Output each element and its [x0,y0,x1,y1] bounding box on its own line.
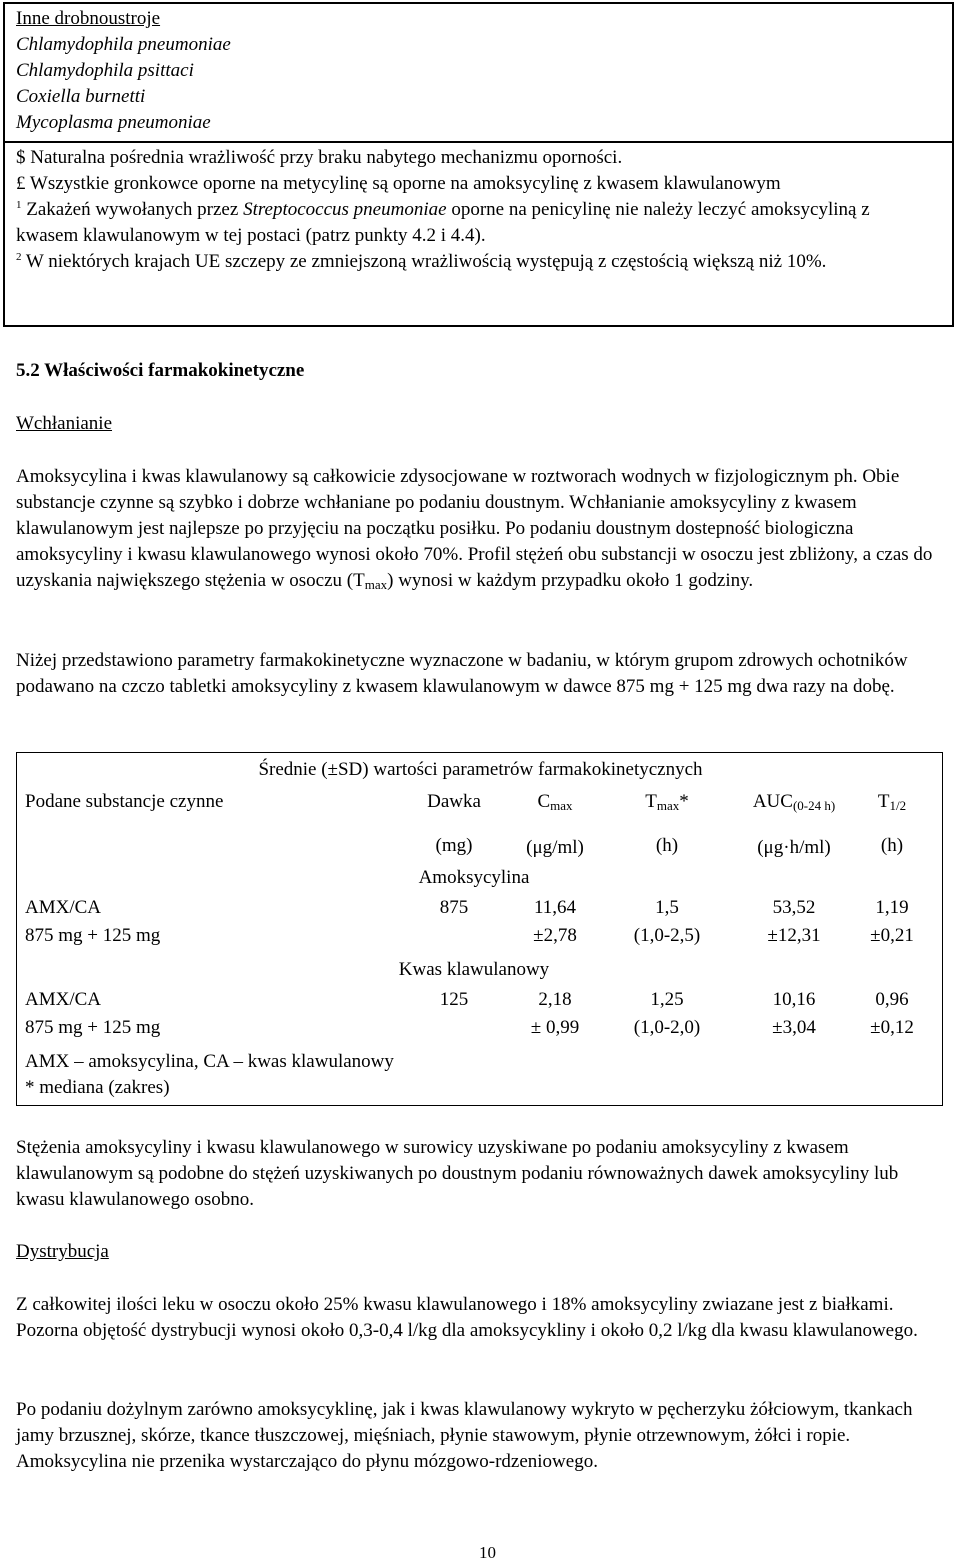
header-thalf [862,789,922,815]
g1-tmax-value: 1,5 [655,897,679,918]
header-cmax-sub: max [550,798,573,813]
g2-auc-sd: ±3,04 [772,1017,816,1038]
header-cmax [505,789,605,815]
serum-concentration-paragraph: Stężenia amoksycyliny i kwasu klawulanowego w surowicy uzyskiwane po podaniu amoksycyliny z kwasem klawulanowym są podobne do stężeń uzyskiwanych po doustnym podaniu równoważnych dawek amoksycyliny lub kwasu klawulanowego osobno. [16,1137,899,1210]
header-tmax [612,789,722,815]
table-footnote-abbrev: AMX – amoksycylina, CA – kwas klawulanowy [25,1051,394,1072]
table-footnote-median: * mediana (zakres) [25,1077,170,1098]
note-1-text-a: Zakażeń wywołanych przez [26,199,244,220]
note-1-marker: 1 [16,199,22,211]
g2-cmax-sd: ± 0,99 [530,1017,580,1038]
protein-binding-paragraph: Z całkowitej ilości leku w osoczu około 25% kwasu klawulanowego i 18% amoksycyliny zwiazane jest z białkami. Pozorna objętość dystrybucji wynosi około 0,3-0,4 l/kg dla amoksycykliny i około 0,2 l/kg dla kwasu klawulanowego. [16,1294,918,1341]
absorption-paragraph-1 [16,464,936,594]
g2-thalf-sd: ±0,12 [870,1017,914,1038]
note-1-organism: Streptococcus pneumoniae [243,199,447,220]
organism-item: Chlamydophila pneumoniae [16,34,231,55]
g1-substance-line2: 875 mg + 125 mg [25,925,161,946]
g2-tmax-range: (1,0-2,0) [633,1017,701,1038]
note-pound: £ Wszystkie gronkowce oporne na metycylinę są oporne na amoksycylinę z kwasem klawulanowym [16,173,781,194]
header-tmax-sub: max [656,798,680,813]
note-dollar: $ Naturalna pośrednia wrażliwość przy braku nabytego mechanizmu oporności. [16,147,623,168]
g1-dose: 875 [439,897,469,918]
note-2-marker: 2 [16,251,22,263]
organism-list [16,6,231,136]
g2-thalf-value: 0,96 [875,989,909,1010]
g2-dose: 125 [439,989,469,1010]
page-number: 10 [479,1543,496,1562]
tissue-distribution-paragraph: Po podaniu dożylnym zarówno amoksycyklinę, jak i kwas klawulanowy wykryto w pęcherzyku żółciowym, tkankach jamy brzusznej, skórze, tkance tłuszczowej, mięśniach, płynie stawowym, płynie otrzewnowym, żółci i ropie. Amoksycylina nie przenika wystarczająco do płynu mózgowo-rdzeniowego. [16,1399,913,1472]
unit-thalf: (h) [880,835,904,856]
g1-tmax-range: (1,0-2,5) [633,925,701,946]
group-clavulanic-acid: Kwas klawulanowy [398,959,550,980]
section-heading: 5.2 Właściwości farmakokinetyczne [16,360,305,381]
group-amoxicillin: Amoksycylina [418,867,530,888]
header-tmax-star: * [679,791,689,812]
g1-substance-line1: AMX/CA [25,897,102,918]
unit-auc: (μg·h/ml) [757,837,831,858]
header-thalf-main: T [877,791,890,812]
absorption-text-a: Amoksycylina i kwas klawulanowy są całkowicie zdysocjowane w roztworach wodnych w fizjologicznym ph. Obie substancje czynne są szybko i dobrze wchłaniane po podaniu doustnym. Wchłanianie amoksycyliny z kwasem klawulanowym jest najlepsze po przyjęciu na początku posiłku. Po podaniu doustnym dostepność biologiczna amoksycyliny i kwasu klawulanowego wynosi około 70%. Profil stężeń obu substancji w osoczu jest zbliżony, a czas do uzyskania największego stężenia w osoczu (T [16,466,933,591]
organism-item: Chlamydophila psittaci [16,60,194,81]
footnotes [16,145,926,275]
note-1-text-b: oporne na penicylinę nie należy leczyć amoksycyliną z kwasem klawulanowym w tej postaci (patrz punkty 4.2 i 4.4). [16,199,870,246]
header-cmax-main: C [537,791,551,812]
unit-dose: (mg) [435,835,473,856]
g1-cmax-value: 11,64 [533,897,577,918]
header-auc [729,789,859,815]
header-thalf-sub: 1/2 [889,798,907,813]
g1-auc-sd: ±12,31 [767,925,821,946]
table-title: Średnie (±SD) wartości parametrów farmakokinetycznych [258,759,703,780]
tmax-subscript: max [364,577,388,592]
box-divider [3,141,954,143]
g2-auc-value: 10,16 [772,989,816,1010]
g2-substance-line2: 875 mg + 125 mg [25,1017,161,1038]
g1-auc-value: 53,52 [772,897,816,918]
g2-tmax-value: 1,25 [650,989,684,1010]
g1-thalf-sd: ±0,21 [870,925,914,946]
header-substance: Podane substancje czynne [25,791,224,812]
absorption-paragraph-2: Niżej przedstawiono parametry farmakokinetyczne wyznaczone w badaniu, w którym grupom zdrowych ochotników podawano na czczo tabletki amoksycyliny z kwasem klawulanowym w dawce 875 mg + 125 mg dwa razy na dobę. [16,650,908,697]
absorption-text-b: ) wynosi w każdym przypadku około 1 godziny. [387,570,754,591]
organisms-heading: Inne drobnoustroje [16,8,161,29]
distribution-heading: Dystrybucja [16,1241,109,1262]
g1-cmax-sd: ±2,78 [533,925,577,946]
note-2-text: W niektórych krajach UE szczepy ze zmniejszoną wrażliwością występują z częstością większą niż 10%. [25,251,827,272]
g2-cmax-value: 2,18 [538,989,572,1010]
note-2 [16,249,926,275]
unit-cmax: (μg/ml) [526,837,584,858]
unit-tmax: (h) [655,835,679,856]
g1-thalf-value: 1,19 [875,897,909,918]
organism-item: Mycoplasma pneumoniae [16,112,211,133]
header-auc-sub: (0-24 h) [792,798,836,813]
note-1 [16,197,926,249]
header-dose: Dawka [427,791,481,812]
header-auc-main: AUC [752,791,793,812]
g2-substance-line1: AMX/CA [25,989,102,1010]
absorption-heading: Wchłanianie [16,413,113,434]
organism-item: Coxiella burnetti [16,86,146,107]
pk-table [16,752,943,1106]
header-tmax-main: T [645,791,657,812]
